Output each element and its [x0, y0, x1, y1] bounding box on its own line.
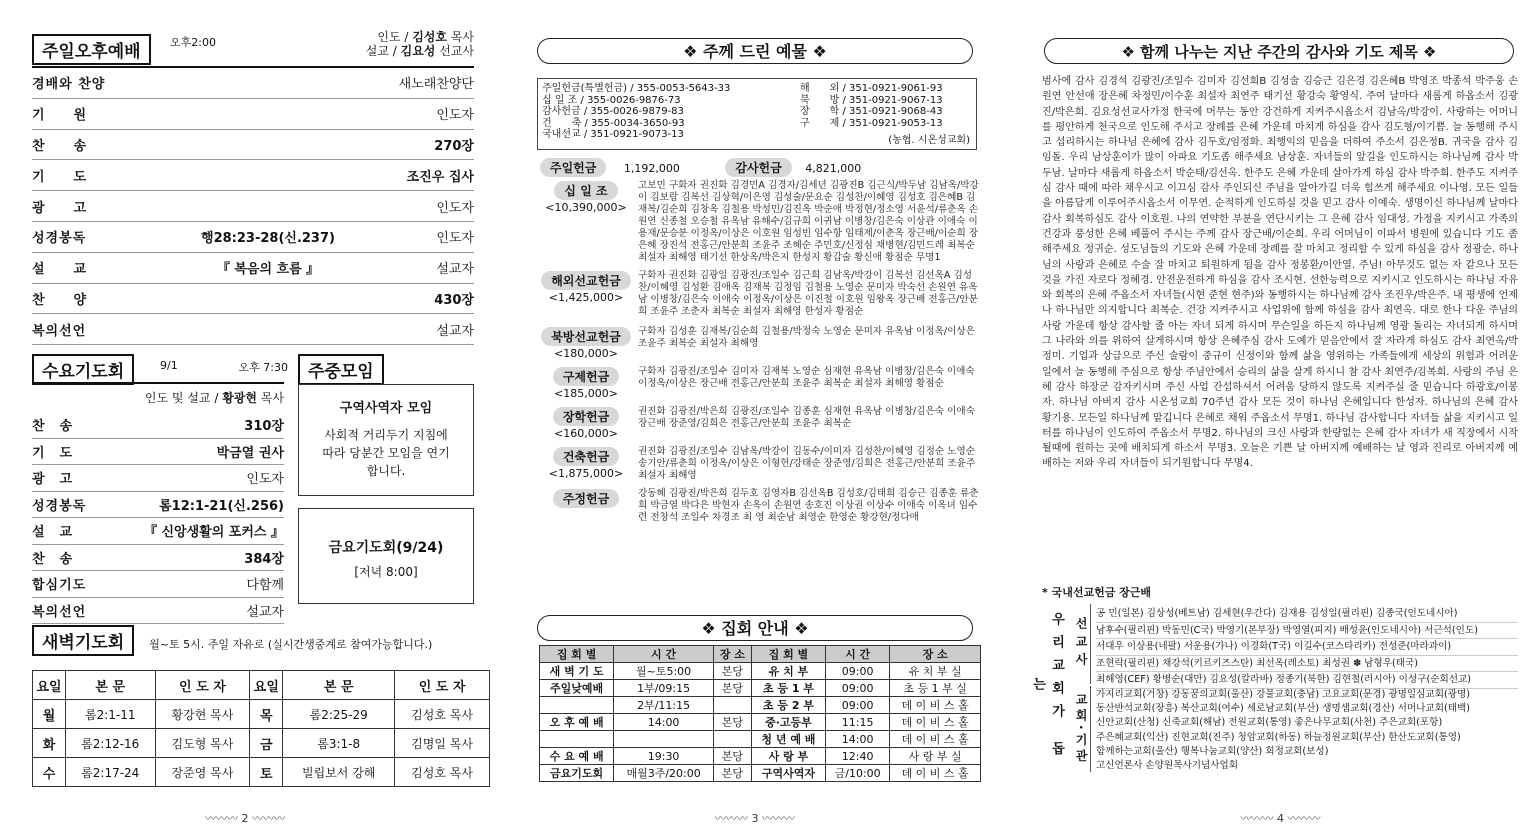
table-cell: 금/10:00	[826, 765, 890, 782]
order-value: 설교자	[436, 323, 474, 339]
table-cell: 09:00	[826, 697, 890, 714]
table-cell: 본당	[713, 663, 751, 680]
order-item: 복의선언	[32, 604, 87, 620]
table-cell: 롬2:1-11	[66, 700, 156, 729]
table-cell: 사 랑 부	[751, 748, 825, 765]
offering-label: 건축헌금	[553, 447, 619, 466]
order-row	[32, 439, 284, 466]
offering-head	[538, 446, 634, 482]
order-item: 찬 송	[32, 138, 88, 154]
table-cell: 1부/09:15	[614, 680, 714, 697]
table-header: 본 문	[66, 671, 156, 700]
table-header: 요일	[250, 671, 283, 700]
table-cell: 유 치 부 실	[890, 663, 981, 680]
table-cell: 김성호 목사	[395, 700, 490, 729]
table-cell	[614, 731, 714, 748]
table-cell	[540, 731, 614, 748]
table-row	[540, 748, 981, 765]
table-cell: 사 랑 부 실	[890, 748, 981, 765]
table-row	[540, 663, 981, 680]
order-row	[32, 492, 284, 519]
offering-names: 구화자 김광진/조일수 김미자 김재복 노영순 심재현 유옥남 이병창/김은숙 이애숙 이정옥/이상은 장근배 전홍근/안분희 조윤주 최복순 최설자 최해영 황점순	[638, 366, 975, 389]
missionary-line: 최해영(CEF) 황병순(대만) 김요성(칼라바) 정종기(북한) 김현철(러시아) 이성구(순회선교)	[1096, 672, 1518, 689]
table-cell: 롬2:17-24	[66, 758, 156, 787]
offering-label: 북방선교헌금	[541, 327, 631, 346]
offering-head	[538, 270, 634, 318]
offering-entry	[538, 180, 984, 264]
offering-names: 강동혜 김광진/박은희 김두호 김영자B 김선옥B 김성호/김태희 김승근 김종훈 류춘희 박금열 박다은 박현자 손옥이 손원연 송호진 이상권 이상수 이애숙 이옥녀 임수련 전창석 조일수 차경조 최 영 최순남 최영순 한영순 황강현/정다애	[638, 488, 979, 523]
offering-head	[538, 488, 634, 524]
order-detail: 행28:23-28(신.237)	[201, 231, 335, 247]
lead-label: 인도 /	[377, 30, 409, 44]
table-cell: 09:00	[826, 663, 890, 680]
order-value: 384장	[244, 551, 284, 567]
order-value: 새노래찬양단	[398, 77, 474, 93]
order-row	[32, 191, 474, 222]
offering-amount: <185,000>	[554, 387, 618, 400]
table-cell: 2부/11:15	[614, 697, 714, 714]
order-item: 경배와 찬양	[32, 77, 106, 93]
offering-amount: <160,000>	[554, 427, 618, 440]
order-value: 롬12:1-21(신.256)	[159, 498, 284, 514]
account-line: 장 학 / 351-0921-9068-43	[800, 106, 943, 117]
order-item: 합심기도	[32, 578, 87, 594]
order-value: 『 신앙생활의 포커스 』	[143, 525, 284, 541]
table-cell: 롬2:12-16	[66, 729, 156, 758]
table-cell: 오 후 예 배	[540, 714, 614, 731]
missionary-line: 공 민(일본) 김상성(베트남) 김세현(우간다) 김재용 김성일(필리핀) 김종국(인도네시아)	[1096, 606, 1518, 623]
wednesday-order	[32, 412, 284, 624]
order-row	[32, 68, 474, 99]
church-line: 가지리교회(거창) 강동꿈의교회(울산) 강물교회(충남) 고요교회(문경) 광명일심교회(광명)	[1096, 689, 1470, 700]
order-item: 설 교	[32, 262, 88, 278]
page-number: 〰〰〰 4 〰〰〰	[1240, 812, 1321, 825]
order-row	[32, 160, 474, 191]
dawn-note: 월~토 5시. 주일 자유로 (실시간생중계로 참여가능합니다.)	[149, 638, 433, 651]
table-cell: 본당	[713, 714, 751, 731]
midweek-box2-text: [저녁 8:00]	[354, 565, 418, 579]
offering-label: 장학헌금	[553, 407, 619, 426]
table-header: 장 소	[890, 646, 981, 663]
church-line: 함께하는교회(울산) 행복나눔교회(양산) 회정교회(보성)	[1096, 745, 1329, 757]
sunday-title: 주일오후예배	[32, 34, 151, 65]
dawn-header	[32, 625, 474, 653]
offering-head	[538, 180, 634, 264]
offering-entry	[538, 488, 984, 524]
order-item: 기 도	[32, 445, 74, 461]
table-cell: 데 이 비 스 홀	[890, 697, 981, 714]
wednesday-lead-name: 황광현	[222, 391, 257, 405]
table-cell	[713, 697, 751, 714]
table-header: 시 간	[826, 646, 890, 663]
table-row	[540, 731, 981, 748]
table-header: 집 회 별	[751, 646, 825, 663]
domestic-note: * 국내선교헌금 장근배	[1042, 586, 1152, 599]
order-row	[32, 598, 284, 625]
table-header: 인 도 자	[155, 671, 250, 700]
order-item: 광 고	[32, 472, 74, 488]
order-value: 인도자	[436, 200, 474, 216]
table-row	[540, 680, 981, 697]
table-cell: 목	[250, 700, 283, 729]
missionary-list	[1096, 606, 1518, 689]
prayer-title: ❖ 함께 나누는 지난 주간의 감사와 기도 제목 ❖	[1044, 38, 1514, 64]
order-value: 인도자	[436, 108, 474, 124]
order-row	[32, 253, 474, 284]
table-cell: 데 이 비 스 홀	[890, 714, 981, 731]
table-cell: 월~토5:00	[614, 663, 714, 680]
midweek-box1-title: 구역사역자 모임	[339, 401, 433, 416]
order-row	[32, 99, 474, 130]
order-row	[32, 545, 284, 572]
wednesday-lead-label: 인도 및 설교 /	[144, 391, 219, 405]
sunday-offering-amount: 1,192,000	[623, 162, 680, 175]
table-cell: 금요기도회	[540, 765, 614, 782]
table-cell: 11:15	[826, 714, 890, 731]
sermon-name: 김요성	[400, 44, 436, 58]
wednesday-leader	[32, 384, 284, 412]
missionary-line: 조현락(필리핀) 채강석(키르키즈스탄) 최선옥(레소토) 최성권 ✽ 남형우(태국)	[1096, 656, 1518, 673]
table-cell	[540, 697, 614, 714]
table-row	[33, 729, 490, 758]
order-value: 270장	[434, 138, 474, 154]
meeting-title: ❖ 집회 안내 ❖	[537, 615, 973, 641]
offering-label: 해외선교헌금	[541, 271, 631, 290]
order-detail: 『 복음의 흐름 』	[216, 262, 320, 278]
table-cell: 초 등 1 부 실	[890, 680, 981, 697]
order-row	[32, 130, 474, 161]
offering-entry	[538, 446, 984, 482]
offering-entry	[538, 366, 984, 400]
account-line: 주일헌금(특별헌금) / 355-0053-5643-33	[542, 83, 731, 94]
table-cell: 09:00	[826, 680, 890, 697]
offering-entry	[538, 326, 984, 360]
offering-names: 권진화 김광진/조일수 김남옥/박강이 김동수/이미자 김성찬/이혜영 김정순 노영순 송기안/류춘희 이정옥/이상은 이형헌/강태순 장준영/김희은 전홍근/안분희 조윤주 최설자 최해영	[638, 446, 976, 481]
sunday-leaders	[366, 30, 474, 58]
missionary-label: 선교사	[1068, 604, 1091, 684]
order-row	[32, 314, 474, 345]
prayer-body: 범사에 감사 김경석 김광진/조일수 김미자 김선희B 김성술 김승근 김은경 김은혜B 박영조 박종석 박주웅 손원연 안선애 장은혜 차정민/이수훈 최설자 최연주 태기선 황강숙 황영식. 주여 날마다 새롭게 하옵소서 김광진/박은희. 김요성선교사가정 한국에 머무는 동안 강건하게 지켜주시옵소서 김남옥/박강이. 사랑하는 어머니를 평안하게 천국으로 인도해 주시고 장례를 은혜 가운데 마치게 하심을 감사 김도형/이기쁨. 늘 동행해 주시고 섭리하시는 하나님 은혜에 감사 김두호/임정화. 최행익의 믿음을 더하여 주소서 김은정B. 귀국을 감사 김임돌. 우리 남상훈이가 많이 아파요 기도좀 해주세요 남상훈. 자녀들의 앞길을 인도하시는 하나님께 감사 박두남. 날마다 새롭게 하옵소서 박순태/김선옥. 한주도 은혜 가운데 살아가게 하심 감사 박주희. 한주도 지켜주심 감사 때에 따라 채우시고 이끄심 감사 주인되신 주님을 알아가길 더욱 힘쓰게 해주세요 이나영. 모든 일들을 아름답게 이루어주시옵소서 이무연. 순적하게 인도하실 것을 믿고 감사 이예숙. 생명이신 하나님께 날마다 감사 회복하심도 감사 이호원. 나의 연약한 부분을 연단시키는 그 은혜 감사 임대성. 가정을 지키시고 가족의 건강과 풍성한 은혜 베풀어 주시는 주께 감사 장근배/이순희. 우리 어머님이 이파서 병원에 있습니다 기도 좀 해주세요 정귀순. 성도님들의 기도와 은혜 가운데 장례를 잘 마치고 정리할 수 있게 하심을 감사 정광순. 하나님의 사랑과 은혜로 수술 잘 마치고 퇴원하게 됨을 감사 정봉환/이안열. 주님! 아무것도 없는 자 같으나 모든 것을 가진 자로다 정혜경. 안전운전하게 하심을 감사 조시현. 선한능력으로 지키시고 인도하시는 하나님 자유와 회복의 은혜 주옵소서 자녀들(시현 준현 현주)와 동행하시는 하나님께 감사 조진우/박은주. 내 평생에 언제나 하나님만 의지합니다 최복순. 건강 지켜주시고 사업위에 함께 하심을 감사 최연옥. 대로 한나 다운 주님의 사랑 가운데 항상 감사할 줄 아는 자녀 되게 하시며 무슨일을 하든지 하나님께 영광 돌리는 자녀되게 하시며 그 나라와 의를 위하여 살게하시며 항상 은혜주심 감사 도예가 믿음안에서 잘 자라게 하심도 감사 최연옥/박정미. 기업과 상급으로 주신 술람이 중규이 신정이와 함께 삶을 영위하는 가족들에게 세상의 위험과 어려운 일에서 늘 동행해 주심으로 항상 주님안에서 승리의 삶을 살게 하시니 참 감사 최연주/김복희. 사랑의 주님 은혜 감사 하장군 감자키시며 주신 사업 간섭하셔서 어려움 당하지 않도록 지켜주실 줄 믿습니다 하광호/이봉자. 하나님 아버지 감사 시온성교회 70주년 감사 모든 것이 하나님 은혜입니다 한성자. 하나님의 은혜 감사 황기용. 모든일 하나님께 맡깁니다 은혜로 채워 주옵소서 무명1. 하나님 감사합니다 자녀들 삶을 지키시고 일터를 하나님이 인도하여 주옵소서 무명2. 하나님의 크신 사랑과 한량없는 은혜 감사 자녀가 새 직장에서 시작될때에 원하는 곳에 배치되게 하소서 무명3. 오늘은 기쁜 날 아버지께 예배하는 날 영과 진리로 아버지께 예배하는 저와 우리 자녀들이 되기원합니다 무명4.	[1042, 76, 1518, 470]
sermon-role: 선교사	[439, 44, 474, 58]
page-2	[0, 0, 490, 832]
table-cell: 19:30	[614, 748, 714, 765]
table-cell: 데 이 비 스 홀	[890, 731, 981, 748]
order-row	[32, 412, 284, 439]
dawn-title: 새벽기도회	[32, 625, 134, 656]
account-line: 북 방 / 351-0921-9067-13	[800, 94, 943, 106]
page-3	[520, 0, 990, 832]
order-row	[32, 571, 284, 598]
wednesday-lead-role: 목사	[260, 391, 284, 405]
account-line: 해 외 / 351-0921-9061-93	[800, 83, 943, 94]
table-cell: 14:00	[826, 731, 890, 748]
table-cell: 김명일 목사	[395, 729, 490, 758]
table-cell: 토	[250, 758, 283, 787]
accounts-left	[542, 83, 730, 141]
table-row	[33, 758, 490, 787]
table-header: 시 간	[614, 646, 714, 663]
offering-amount: <180,000>	[554, 347, 618, 360]
table-cell: 본당	[713, 765, 751, 782]
table-header: 요일	[33, 671, 66, 700]
wednesday-header	[32, 354, 294, 380]
midweek-title: 주중모임	[298, 354, 384, 385]
order-item: 성경봉독	[32, 231, 87, 247]
table-cell: 금	[250, 729, 283, 758]
offering-amount: <10,390,000>	[545, 201, 627, 214]
sunday-header	[32, 30, 474, 64]
table-cell: 롬3:1-8	[283, 729, 395, 758]
church-label: 교회·기관	[1068, 686, 1091, 772]
order-item: 찬 송	[32, 419, 74, 435]
table-cell: 12:40	[826, 748, 890, 765]
offering-names: 구화자 김성훈 김재복/김순희 김철용/박정숙 노영순 문미자 유옥남 이정옥/이상은 조윤주 최복순 최설자 최해영	[638, 326, 975, 349]
offering-head	[538, 326, 634, 360]
order-value: 310장	[244, 419, 284, 435]
table-row	[33, 700, 490, 729]
table-cell: 월	[33, 700, 66, 729]
order-item: 찬 양	[32, 292, 88, 308]
accounts-right	[800, 83, 943, 129]
order-item: 광 고	[32, 200, 88, 216]
offering-label: 주정헌금	[553, 489, 619, 508]
offering-title: ❖ 주께 드린 예물 ❖	[537, 38, 973, 64]
church-line: 주은혜교회(익산) 진현교회(진주) 청암교회(하동) 하늘정원교회(부산) 한산도교회(통영)	[1096, 731, 1461, 743]
meeting-table	[539, 645, 981, 782]
midweek-box2-title: 금요기도회(9/24)	[328, 540, 444, 556]
midweek-box1-text: 사회적 거리두기 지침에 따라 당분간 모임을 연기합니다.	[322, 428, 450, 478]
sermon-label: 설교 /	[365, 44, 397, 58]
account-line: 십 일 조 / 355-0026-9876-73	[542, 94, 681, 106]
offering-entry	[538, 270, 984, 318]
offering-label: 구제헌금	[553, 367, 619, 386]
table-cell: 유 치 부	[751, 663, 825, 680]
sunday-time: 오후2:00	[170, 36, 216, 49]
account-line: 구 제 / 351-0921-9053-13	[800, 117, 943, 129]
totals-line	[540, 158, 861, 177]
bank-name: (농협. 시온성교회)	[888, 134, 970, 146]
offering-names: 권진화 김광진/박은희 김광진/조일수 김종훈 심재현 유옥남 이병창/김은숙 이애숙 장근배 장준영/김희은 전홍근/안분희 조윤주 최복순	[638, 406, 975, 429]
lead-role: 목사	[450, 30, 474, 44]
table-row	[540, 714, 981, 731]
account-line: 건 축 / 355-0034-3650-93	[542, 117, 685, 129]
order-item: 기 원	[32, 108, 88, 124]
table-cell: 새 벽 기 도	[540, 663, 614, 680]
table-cell: 주일낮예배	[540, 680, 614, 697]
wednesday-time: 오후 7:30	[238, 361, 288, 374]
table-cell: 초 등 1 부	[751, 680, 825, 697]
order-item: 찬 송	[32, 551, 74, 567]
order-row	[32, 222, 474, 253]
missionary-line: 남후수(필리핀) 박동민(C국) 박영기(본부장) 박영열(피지) 배성윤(인도네시아) 서근석(인도)	[1096, 623, 1518, 640]
table-row	[540, 697, 981, 714]
sunday-offering-label: 주일헌금	[540, 158, 606, 177]
order-item: 기 도	[32, 169, 88, 185]
midweek-box-2	[298, 508, 474, 604]
offering-amount: <1,875,000>	[548, 467, 624, 480]
thanks-offering-amount: 4,821,000	[805, 162, 862, 175]
order-item: 성경봉독	[32, 498, 87, 514]
thanks-offering-label: 감사헌금	[725, 158, 791, 177]
table-header: 장 소	[713, 646, 751, 663]
support-side-label: 우리교회가 돕는	[1030, 611, 1064, 765]
offering-head	[538, 406, 634, 440]
page-number: 〰〰〰 2 〰〰〰	[205, 812, 285, 825]
page-number-value: 3	[751, 812, 759, 825]
account-line: 감사헌금 / 355-0026-9879-83	[542, 106, 684, 117]
midweek-box-1	[298, 384, 474, 496]
table-cell: 초 등 2 부	[751, 697, 825, 714]
table-cell: 김성호 목사	[395, 758, 490, 787]
table-cell: 본당	[713, 680, 751, 697]
order-value: 박금열 권사	[216, 445, 284, 461]
page-number-value: 2	[241, 812, 249, 825]
lead-name: 김성호	[412, 30, 447, 44]
offering-names: 고보민 구화자 권진화 김경민A 김경자/김세년 김광진B 김근식/박두남 김남옥/박강이 김보람 김복선 김상혁/이은영 김성술/문요순 김성찬/이혜영 김성호 김은혜B 김재복/김순희 김창옥 김철용 박성민/김진옥 박순애 박정현/정소영 서윤석/류춘옥 손원연 신종철 오승철 유옥남 유해수/김규희 이귀남 이병창/김은숙 이상관 이애숙 이용재/문승분 이정옥/이상은 이호원 임성빈 임수항 임태제/이춘옥 장근배/이순희 장은혜 장진석 전홍근/안분희 조윤주 조혜순 주민호/신정심 채병현/김민드레 최복순 최설자 최해영 태기선 한상옥/박은지 한성지 황갑술 황신애 황점순 무명1	[638, 180, 979, 263]
order-item: 설 교	[32, 525, 74, 541]
accounts-box	[537, 78, 977, 150]
order-value: 설교자	[436, 262, 474, 278]
order-row	[32, 284, 474, 315]
table-header: 인 도 자	[395, 671, 490, 700]
church-line: 신안교회(산청) 신죽교회(해남) 전원교회(통영) 좋은나무교회(사천) 주은교회(포항)	[1096, 717, 1443, 729]
table-cell: 구역사역자	[751, 765, 825, 782]
order-row	[32, 518, 284, 545]
table-cell: 매월3주/20:00	[614, 765, 714, 782]
wednesday-date: 9/1	[160, 359, 178, 372]
table-header: 집 회 별	[540, 646, 614, 663]
table-cell	[713, 731, 751, 748]
dawn-table	[32, 670, 490, 787]
table-cell: 장준영 목사	[155, 758, 250, 787]
table-cell: 본당	[713, 748, 751, 765]
support-block	[1030, 604, 1518, 774]
church-line: 고신언론사 손양원목사기념사업회	[1096, 760, 1239, 772]
table-header: 본 문	[283, 671, 395, 700]
offering-list	[538, 180, 984, 530]
order-value: 인도자	[436, 231, 474, 247]
wednesday-block	[32, 382, 284, 624]
table-cell: 황강현 목사	[155, 700, 250, 729]
table-cell: 화	[33, 729, 66, 758]
table-cell: 데 이 비 스 홀	[890, 765, 981, 782]
order-item: 복의선언	[32, 323, 87, 339]
table-cell: 김도형 목사	[155, 729, 250, 758]
missionary-line: 서대우 이상용(네팔) 서운용(가나) 이경화(T국) 이길수(코스타리카) 전성준(마라과이)	[1096, 639, 1518, 656]
offering-head	[538, 366, 634, 400]
table-cell: 롬2:25-29	[283, 700, 395, 729]
wednesday-title: 수요기도회	[32, 354, 134, 385]
page-4	[1030, 0, 1531, 832]
church-line: 동산반석교회(장흥) 복산교회(여수) 세로남교회(부산) 생명샘교회(경산) 서머나교회(태백)	[1096, 703, 1470, 715]
table-cell: 빌립보서 강해	[283, 758, 395, 787]
offering-label: 십 일 조	[554, 181, 617, 200]
order-value: 조진우 집사	[406, 169, 474, 185]
order-value: 설교자	[246, 604, 284, 620]
sunday-order	[32, 66, 474, 345]
table-cell: 14:00	[614, 714, 714, 731]
table-cell: 청 년 예 배	[751, 731, 825, 748]
offering-entry	[538, 406, 984, 440]
table-cell: 중·고등부	[751, 714, 825, 731]
page-number: 〰〰〰 3 〰〰〰	[715, 812, 795, 825]
offering-amount: <1,425,000>	[548, 291, 624, 304]
page-number-value: 4	[1277, 812, 1284, 825]
table-cell: 수 요 예 배	[540, 748, 614, 765]
order-value: 인도자	[246, 472, 284, 488]
church-list	[1096, 688, 1518, 773]
order-row	[32, 465, 284, 492]
account-line: 국내선교 / 351-0921-9073-13	[542, 129, 684, 140]
table-row	[540, 765, 981, 782]
table-cell: 수	[33, 758, 66, 787]
order-value: 다함께	[246, 578, 284, 594]
offering-names: 구화자 권진화 김광일 김광진/조일수 김근희 김남옥/박강이 김복선 김선옥A 김성찬/이혜영 김성환 김애옥 김재복 김정임 김철용 노영순 문미자 박숙선 손원연 유옥남 이병창/김은숙 이애숙 이정옥/이상은 이진철 이호원 임왕옥 장근배 전홍근/안분희 조윤주 조춘자 최복순 최설자 최해영 한성자 황점순	[638, 270, 978, 317]
order-value: 430장	[434, 292, 474, 308]
